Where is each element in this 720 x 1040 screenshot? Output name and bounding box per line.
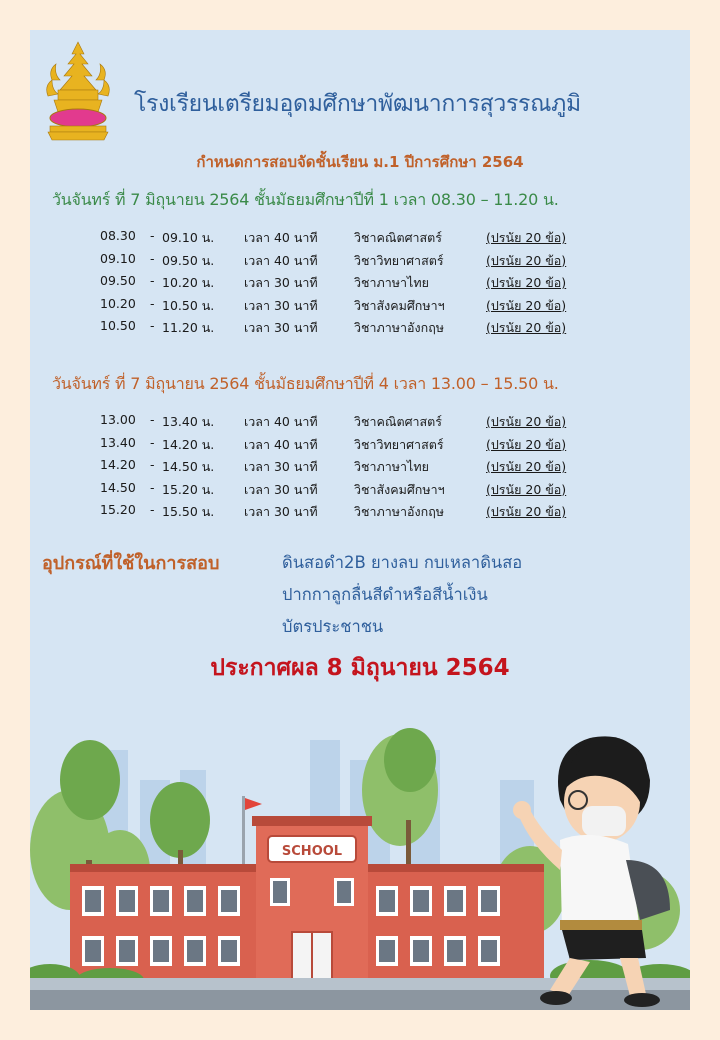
question-note: (ปรนัย 20 ข้อ) [486,230,567,245]
start-time: 13.40 [100,434,136,450]
school-name: โรงเรียนเตรียมอุดมศึกษาพัฒนาการสุวรรณภูมิ [134,91,581,117]
question-note: (ปรนัย 20 ข้อ) [486,436,567,452]
duration: เวลา 40 นาที [244,252,318,268]
time-separator: - [150,412,155,427]
equipment-item: ปากกาลูกลื่นสีดำหรือสีน้ำเงิน [282,585,488,604]
subject: วิชาสังคมศึกษาฯ [354,481,445,497]
duration: เวลา 30 นาที [244,481,318,497]
end-time: 09.50 น. [162,252,215,268]
time-separator: - [150,228,155,243]
subject: วิชาคณิตศาสตร์ [354,230,443,245]
duration: เวลา 30 นาที [244,459,318,474]
schedule-subtitle: กำหนดการสอบจัดชั้นเรียน ม.1 ปีการศึกษา 2564 [196,153,524,171]
end-time: 13.40 น. [162,414,215,429]
start-time: 09.50 [100,273,136,288]
subject: วิชาภาษาอังกฤษ [354,504,445,519]
subject: วิชาภาษาไทย [354,275,429,290]
question-note: (ปรนัย 20 ข้อ) [486,320,567,335]
question-note: (ปรนัย 20 ข้อ) [486,459,567,474]
start-time: 13.00 [100,412,136,427]
result-announcement: ประกาศผล 8 มิถุนายน 2564 [210,655,510,681]
question-note: (ปรนัย 20 ข้อ) [486,504,567,519]
school-scene-illustration [30,710,690,1010]
subject: วิชาภาษาอังกฤษ [354,320,445,335]
question-note: (ปรนัย 20 ข้อ) [486,481,567,497]
question-note: (ปรนัย 20 ข้อ) [486,252,567,268]
time-separator: - [150,295,155,311]
start-time: 14.20 [100,457,136,472]
subject: วิชาสังคมศึกษาฯ [354,297,445,313]
session-title-m1: วันจันทร์ ที่ 7 มิถุนายน 2564 ชั้นมัธยมศึกษาปีที่ 1 เวลา 08.30 – 11.20 น. [52,190,559,209]
school-sign: SCHOOL [281,844,343,859]
subject: วิชาคณิตศาสตร์ [354,414,443,429]
end-time: 15.20 น. [162,481,215,497]
time-separator: - [150,250,155,266]
school-emblem-icon [44,40,112,144]
start-time: 10.50 [100,318,136,333]
end-time: 09.10 น. [162,230,215,245]
start-time: 10.20 [100,295,136,311]
duration: เวลา 40 นาที [244,414,318,429]
duration: เวลา 30 นาที [244,297,318,313]
end-time: 15.50 น. [162,504,215,519]
poster-panel [30,30,690,1010]
time-separator: - [150,502,155,517]
end-time: 14.20 น. [162,436,215,452]
subject: วิชาวิทยาศาสตร์ [354,436,444,452]
subject: วิชาวิทยาศาสตร์ [354,252,444,268]
time-separator: - [150,479,155,495]
duration: เวลา 40 นาที [244,436,318,452]
session-title-m4: วันจันทร์ ที่ 7 มิถุนายน 2564 ชั้นมัธยมศึกษาปีที่ 4 เวลา 13.00 – 15.50 น. [52,374,559,393]
question-note: (ปรนัย 20 ข้อ) [486,297,567,313]
duration: เวลา 40 นาที [244,230,318,245]
start-time: 08.30 [100,228,136,243]
equipment-item: บัตรประชาชน [282,617,384,636]
subject: วิชาภาษาไทย [354,459,429,474]
duration: เวลา 30 นาที [244,275,318,290]
end-time: 10.20 น. [162,275,215,290]
equipment-item: ดินสอดำ2B ยางลบ กบเหลาดินสอ [282,553,523,572]
equipment-label: อุปกรณ์ที่ใช้ในการสอบ [42,553,220,574]
end-time: 11.20 น. [162,320,215,335]
start-time: 14.50 [100,479,136,495]
time-separator: - [150,457,155,472]
time-separator: - [150,434,155,450]
duration: เวลา 30 นาที [244,320,318,335]
start-time: 09.10 [100,250,136,266]
question-note: (ปรนัย 20 ข้อ) [486,414,567,429]
end-time: 14.50 น. [162,459,215,474]
end-time: 10.50 น. [162,297,215,313]
duration: เวลา 30 นาที [244,504,318,519]
time-separator: - [150,273,155,288]
time-separator: - [150,318,155,333]
start-time: 15.20 [100,502,136,517]
question-note: (ปรนัย 20 ข้อ) [486,275,567,290]
